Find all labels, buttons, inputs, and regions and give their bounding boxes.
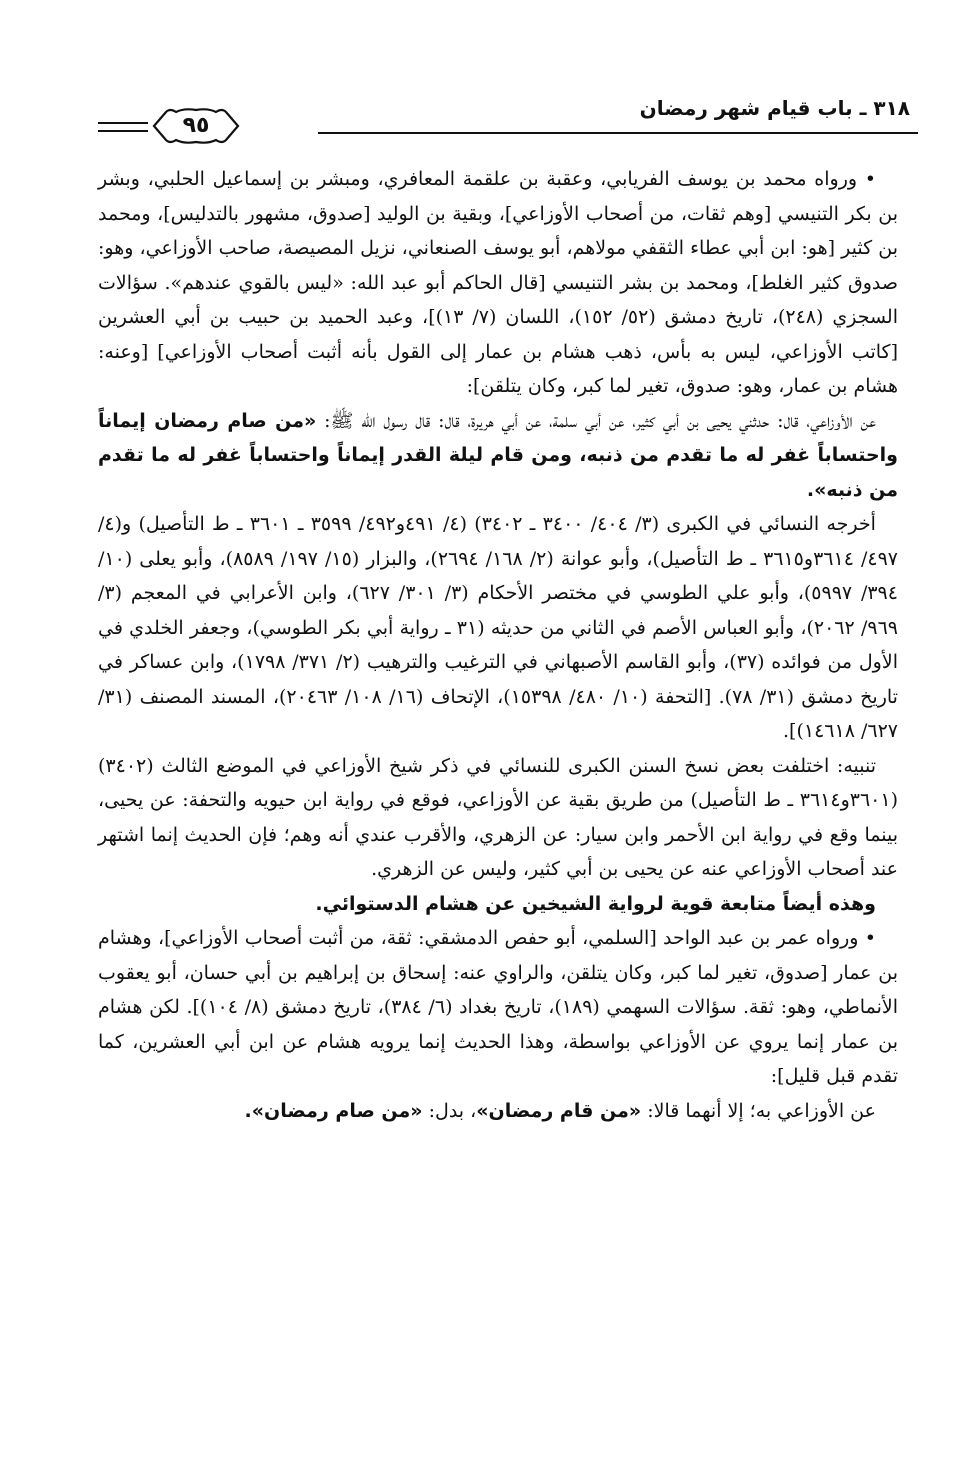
header-left-rule-top xyxy=(98,122,148,124)
page-number-badge xyxy=(150,106,242,146)
paragraph-2 xyxy=(98,404,898,508)
final-quote-2: «من صام رمضان». xyxy=(244,1099,423,1122)
header-left-rule-bottom xyxy=(98,130,148,132)
page-header xyxy=(98,88,918,148)
final-quote-1: «من قام رمضان» xyxy=(476,1099,642,1122)
page-body xyxy=(98,162,898,1402)
final-mid: ، بدل: xyxy=(428,1099,477,1122)
hadith-text: «من صام رمضان إيماناً واحتساباً غفر له ما تقدم من ذنبه، ومن قام ليلة القدر إيماناً واحتساباً غفر له ما تقدم من ذنبه». xyxy=(98,409,898,501)
paragraph-3: أخرجه النسائي في الكبرى (٣/ ٤٠٤/ ٣٤٠٠ ـ ٣٤٠٢) (٤/ ٤٩١و٤٩٢/ ٣٥٩٩ ـ ٣٦٠١ ـ ط التأصيل) و(٤/ ٤٩٧/ ٣٦١٤و٣٦١٥ ـ ط التأصيل)، وأبو عوانة (٢/ ١٦٨/ ٢٦٩٤)، والبزار (١٥/ ١٩٧/ ٨٥٨٩)، وأبو يعلى (١٠/ ٣٩٤/ ٥٩٩٧)، وأبو علي الطوسي في مختصر الأحكام (٣/ ٣٠١/ ٦٢٧)، وابن الأعرابي في المعجم (٣/ ٩٦٩/ ٢٠٦٢)، وأبو العباس الأصم في الثاني من حديثه (٣١ ـ رواية أبي بكر الطوسي)، وجعفر الخلدي في الأول من فوائده (٣٧)، وأبو القاسم الأصبهاني في الترغيب والترهيب (٢/ ٣٧١/ ١٧٩٨)، وابن عساكر في تاريخ دمشق (٣١/ ٧٨). [التحفة (١٠/ ٤٨٠/ ١٥٣٩٨)، الإتحاف (١٦/ ١٠٨/ ٢٠٤٦٣)، المسند المصنف (٣١/ ٦٢٧/ ١٤٦١٨)]. xyxy=(98,513,898,742)
running-title: ٣١٨ ـ باب قيام شهر رمضان xyxy=(639,96,910,120)
paragraph-5: وهذه أيضاً متابعة قوية لرواية الشيخين عن هشام الدستوائي. xyxy=(315,892,876,915)
paragraph-6: • ورواه عمر بن عبد الواحد [السلمي، أبو حفص الدمشقي: ثقة، من أثبت أصحاب الأوزاعي]، وهشام بن عمار [صدوق، تغير لما كبر، وكان يتلقن، والراوي عنه: إسحاق بن إبراهيم بن أبي حسان، أبو يعقوب الأنماطي، وهو: ثقة. سؤالات السهمي (١٨٩)، تاريخ بغداد (٦/ ٣٨٤)، تاريخ دمشق (٨/ ١٠٤)]. لكن هشام بن عمار إنما يروي عن الأوزاعي بواسطة، وهذا الحديث إنما يرويه هشام عن ابن أبي العشرين، كما تقدم قبل قليل]: xyxy=(98,927,898,1087)
header-rule xyxy=(318,132,918,134)
paragraph-7 xyxy=(98,1094,898,1129)
paragraph-4: تنبيه: اختلفت بعض نسخ السنن الكبرى للنسائي في ذكر شيخ الأوزاعي في الموضع الثالث (٣٤٠٢) (٣٦٠١و٣٦١٤ ـ ط التأصيل) من طريق بقية عن الأوزاعي، فوقع في رواية ابن حيويه والتحفة: عن يحيى، بينما وقع في رواية ابن الأحمر وابن سيار: عن الزهري، والأقرب عندي أنه وهم؛ فإن الحديث إنما اشتهر عند أصحاب الأوزاعي عنه عن يحيى بن أبي كثير، وليس عن الزهري. xyxy=(98,754,898,880)
final-lead: عن الأوزاعي به؛ إلا أنهما قالا: xyxy=(647,1099,876,1122)
hadith-isnad: عن الأوزاعي، قال: حدثني يحيى بن أبي كثير، عن أبي سلمة، عن أبي هريرة، قال: قال رسول الله ﷺ: xyxy=(324,409,876,432)
paragraph-1: • ورواه محمد بن يوسف الفريابي، وعقبة بن علقمة المعافري، ومبشر بن إسماعيل الحلبي، وبشر بن بكر التنيسي [وهم ثقات، من أصحاب الأوزاعي]، وبقية بن الوليد [صدوق، مشهور بالتدليس]، ومحمد بن كثير [هو: ابن أبي عطاء الثقفي مولاهم، أبو يوسف الصنعاني، نزيل المصيصة، صاحب الأوزاعي، وهو: صدوق كثير الغلط]، ومحمد بن بشر التنيسي [قال الحاكم أبو عبد الله: «ليس بالقوي عندهم». سؤالات السجزي (٢٤٨)، تاريخ دمشق (٥٢/ ١٥٢)، اللسان (٧/ ١٣)]، وعبد الحميد بن حبيب بن أبي العشرين [كاتب الأوزاعي، ليس به بأس، ذهب هشام بن عمار إلى القول بأنه أثبت أصحاب الأوزاعي] [وعنه: هشام بن عمار، وهو: صدوق، تغير لما كبر، وكان يتلقن]: xyxy=(98,168,898,397)
page-number: ٩٥ xyxy=(182,113,210,138)
